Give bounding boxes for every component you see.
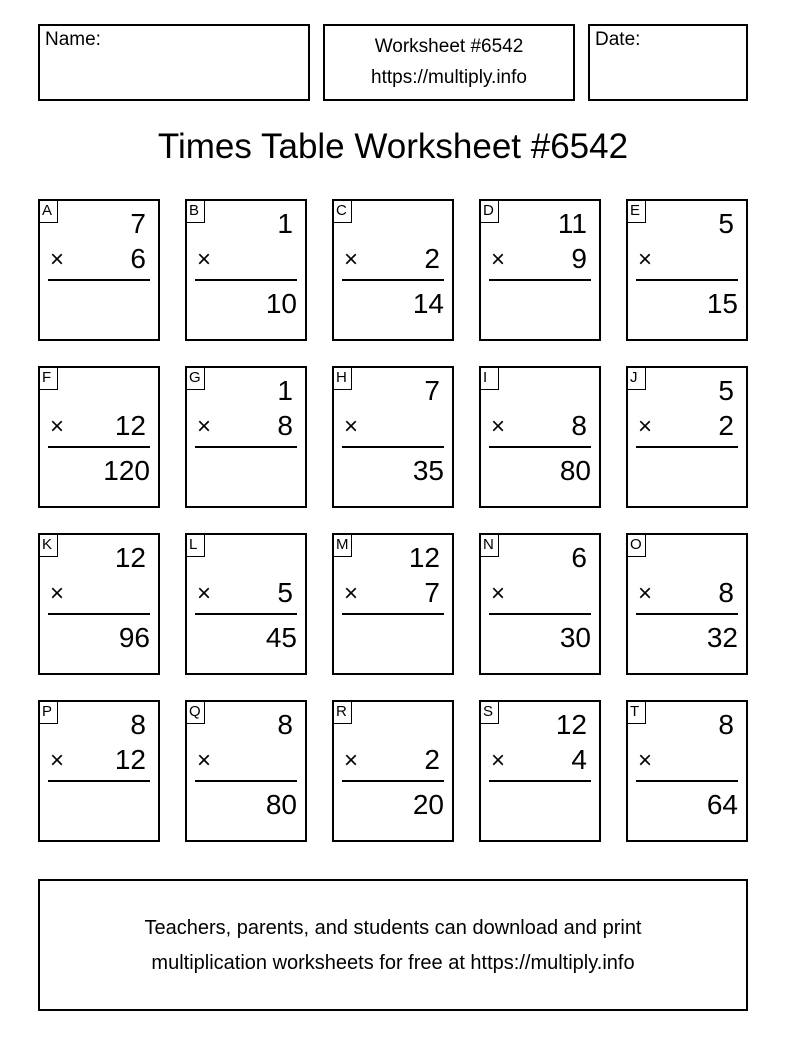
answer-rule <box>489 279 591 281</box>
worksheet-id: Worksheet #6542 <box>374 36 524 57</box>
problem-card-j <box>626 366 748 508</box>
times-sign: × <box>491 246 506 273</box>
top-number: 5 <box>718 208 734 239</box>
times-sign: × <box>344 580 359 607</box>
worksheet-info-box <box>323 24 575 101</box>
problem-label: B <box>185 199 205 223</box>
problem-label: M <box>332 533 352 557</box>
problem-label: I <box>479 366 499 390</box>
top-number: 1 <box>277 375 293 406</box>
problem-label: S <box>479 700 499 724</box>
problem-label: R <box>332 700 352 724</box>
problem-card-p <box>38 700 160 842</box>
bottom-number: 12 <box>114 410 146 441</box>
bottom-number: 2 <box>424 744 440 775</box>
answer-rule <box>195 613 297 615</box>
answer-value: 64 <box>706 789 738 820</box>
problem-card-i <box>479 366 601 508</box>
times-sign: × <box>491 413 506 440</box>
bottom-number: 5 <box>277 577 293 608</box>
bottom-number: 12 <box>114 744 146 775</box>
bottom-number: 8 <box>718 577 734 608</box>
answer-rule <box>489 446 591 448</box>
problem-card-g <box>185 366 307 508</box>
answer-rule <box>342 613 444 615</box>
times-sign: × <box>197 580 212 607</box>
times-sign: × <box>344 747 359 774</box>
problem-label: J <box>626 366 646 390</box>
problem-card-r <box>332 700 454 842</box>
answer-value: 15 <box>706 288 738 319</box>
answer-value: 120 <box>103 455 150 486</box>
problem-label: P <box>38 700 58 724</box>
problem-card-m <box>332 533 454 675</box>
name-field-box[interactable] <box>38 24 310 101</box>
top-number: 12 <box>408 542 440 573</box>
problem-card-h <box>332 366 454 508</box>
times-sign: × <box>344 413 359 440</box>
problem-card-s <box>479 700 601 842</box>
top-number: 12 <box>555 709 587 740</box>
times-sign: × <box>50 246 65 273</box>
top-number: 12 <box>114 542 146 573</box>
problem-card-e <box>626 199 748 341</box>
bottom-number: 2 <box>424 243 440 274</box>
answer-value: 80 <box>265 789 297 820</box>
problem-label: A <box>38 199 58 223</box>
problem-card-a <box>38 199 160 341</box>
top-number: 8 <box>277 709 293 740</box>
times-sign: × <box>491 580 506 607</box>
times-sign: × <box>197 747 212 774</box>
answer-rule <box>48 446 150 448</box>
problem-label: F <box>38 366 58 390</box>
top-number: 5 <box>718 375 734 406</box>
answer-rule <box>48 780 150 782</box>
answer-value: 96 <box>118 622 150 653</box>
top-number: 11 <box>557 208 587 239</box>
bottom-number: 9 <box>571 243 587 274</box>
answer-rule <box>636 446 738 448</box>
problem-card-c <box>332 199 454 341</box>
times-sign: × <box>50 747 65 774</box>
answer-rule <box>636 279 738 281</box>
top-number: 6 <box>571 542 587 573</box>
problem-card-o <box>626 533 748 675</box>
problem-card-b <box>185 199 307 341</box>
answer-value: 14 <box>412 288 444 319</box>
problem-card-n <box>479 533 601 675</box>
times-sign: × <box>491 747 506 774</box>
answer-value: 30 <box>559 622 591 653</box>
times-sign: × <box>197 413 212 440</box>
times-sign: × <box>638 747 653 774</box>
answer-rule <box>636 613 738 615</box>
times-sign: × <box>197 246 212 273</box>
problem-card-q <box>185 700 307 842</box>
answer-value: 32 <box>706 622 738 653</box>
top-number: 1 <box>277 208 293 239</box>
answer-rule <box>342 279 444 281</box>
times-sign: × <box>638 246 653 273</box>
problem-card-f <box>38 366 160 508</box>
bottom-number: 8 <box>571 410 587 441</box>
bottom-number: 4 <box>571 744 587 775</box>
bottom-number: 6 <box>130 243 146 274</box>
answer-value: 20 <box>412 789 444 820</box>
answer-rule <box>48 613 150 615</box>
problem-label: L <box>185 533 205 557</box>
answer-rule <box>342 446 444 448</box>
answer-rule <box>195 780 297 782</box>
problem-label: O <box>626 533 646 557</box>
problem-card-d <box>479 199 601 341</box>
answer-rule <box>48 279 150 281</box>
times-sign: × <box>50 580 65 607</box>
problem-label: Q <box>185 700 205 724</box>
answer-rule <box>636 780 738 782</box>
bottom-number: 8 <box>277 410 293 441</box>
date-label: Date: <box>595 29 641 50</box>
problem-card-l <box>185 533 307 675</box>
problem-label: D <box>479 199 499 223</box>
times-sign: × <box>638 580 653 607</box>
bottom-number: 7 <box>424 577 440 608</box>
answer-value: 35 <box>412 455 444 486</box>
problem-card-k <box>38 533 160 675</box>
answer-rule <box>195 446 297 448</box>
answer-rule <box>489 613 591 615</box>
problem-label: E <box>626 199 646 223</box>
problem-label: G <box>185 366 205 390</box>
answer-rule <box>489 780 591 782</box>
answer-rule <box>342 780 444 782</box>
answer-value: 80 <box>559 455 591 486</box>
problem-label: T <box>626 700 646 724</box>
problem-label: N <box>479 533 499 557</box>
problem-label: K <box>38 533 58 557</box>
name-label: Name: <box>45 29 101 50</box>
top-number: 7 <box>130 208 146 239</box>
times-sign: × <box>344 246 359 273</box>
page-title: Times Table Worksheet #6542 <box>157 127 629 166</box>
footer-box <box>38 879 748 1011</box>
problem-label: H <box>332 366 352 390</box>
top-number: 7 <box>424 375 440 406</box>
times-sign: × <box>50 413 65 440</box>
answer-value: 10 <box>265 288 297 319</box>
top-number: 8 <box>718 709 734 740</box>
footer-line-2: multiplication worksheets for free at https://multiply.info <box>151 952 635 974</box>
answer-value: 45 <box>265 622 297 653</box>
answer-rule <box>195 279 297 281</box>
times-sign: × <box>638 413 653 440</box>
site-url: https://multiply.info <box>371 67 527 88</box>
bottom-number: 2 <box>718 410 734 441</box>
problem-label: C <box>332 199 352 223</box>
top-number: 8 <box>130 709 146 740</box>
problem-card-t <box>626 700 748 842</box>
footer-line-1: Teachers, parents, and students can download and print <box>144 917 642 939</box>
date-field-box[interactable] <box>588 24 748 101</box>
